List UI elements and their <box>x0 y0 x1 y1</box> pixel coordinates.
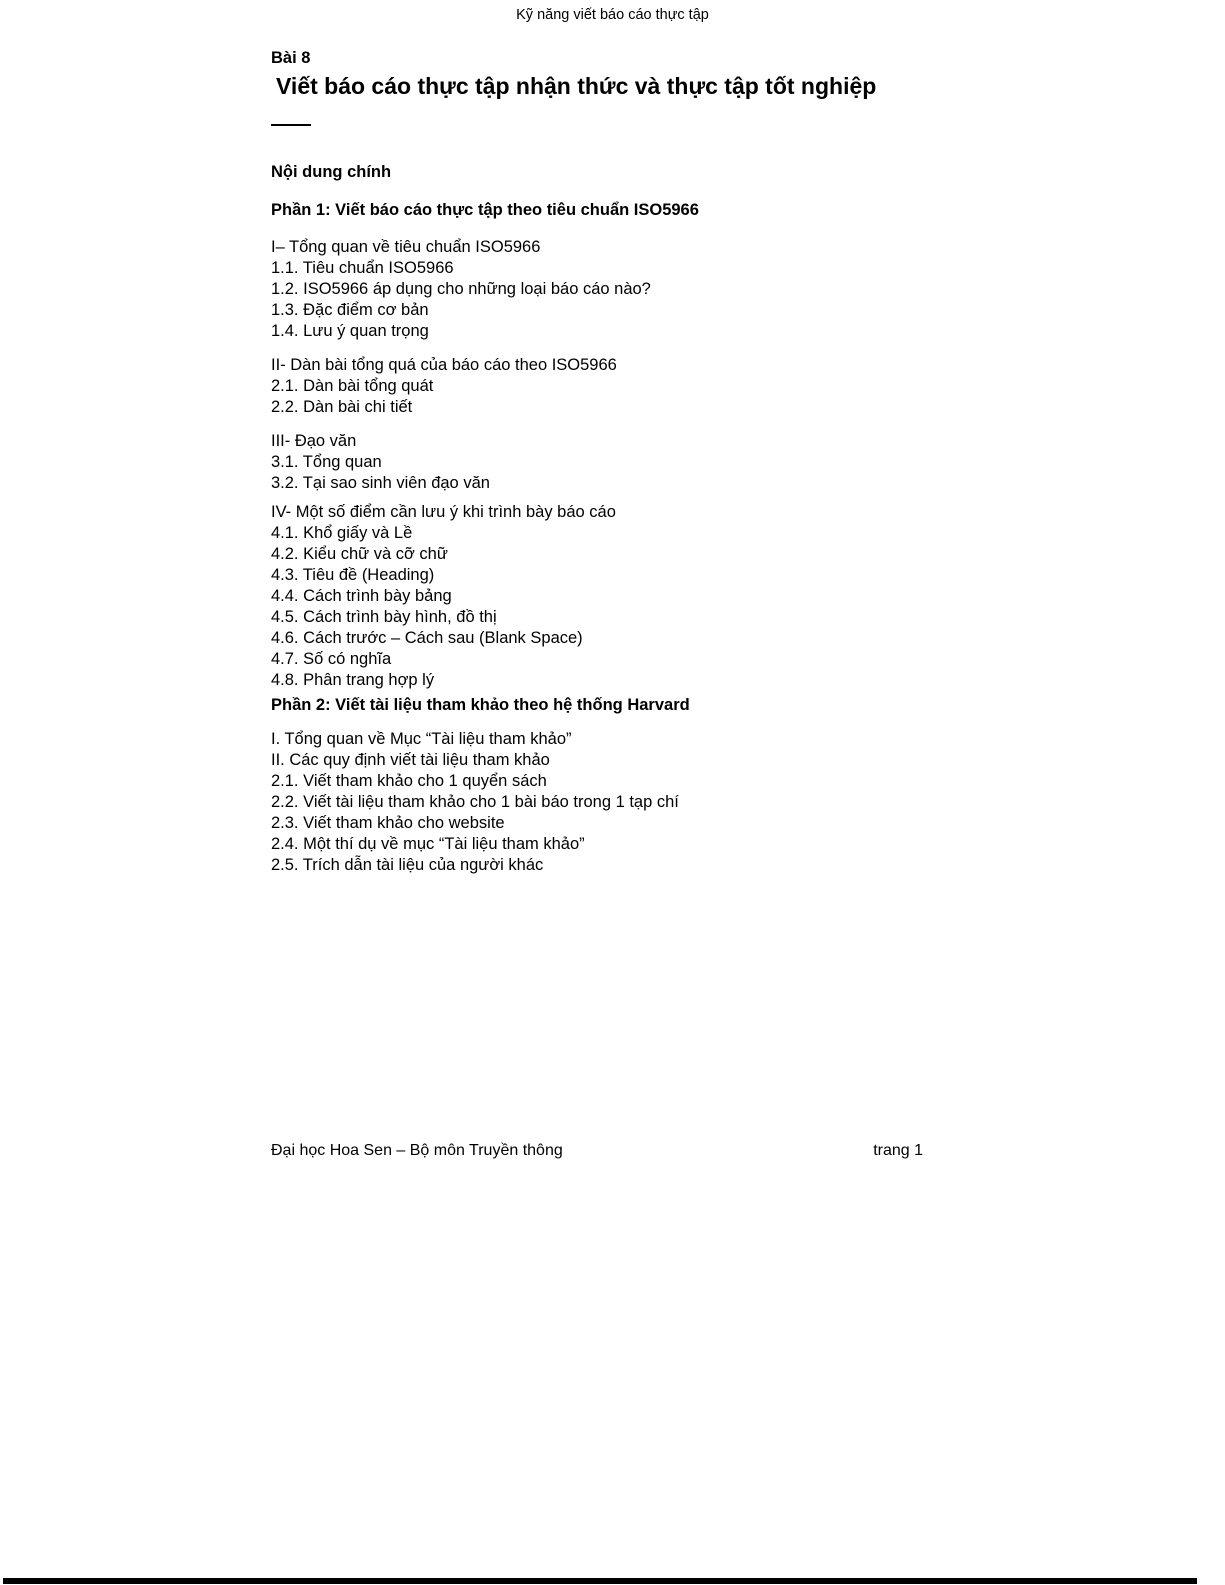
toc-line: I– Tổng quan về tiêu chuẩn ISO5966 <box>271 238 541 256</box>
toc-line: 2.3. Viết tham khảo cho website <box>271 814 505 832</box>
toc-line: 3.1. Tổng quan <box>271 453 382 471</box>
toc-group-iso-overview <box>271 237 951 342</box>
toc-line: 3.2. Tại sao sinh viên đạo văn <box>271 474 490 492</box>
toc-line: 2.5. Trích dẫn tài liệu của người khác <box>271 856 544 874</box>
toc-line: 4.2. Kiểu chữ và cỡ chữ <box>271 545 448 563</box>
toc-line: 4.1. Khổ giấy và Lề <box>271 524 413 542</box>
toc-line: 4.6. Cách trước – Cách sau (Blank Space) <box>271 629 583 647</box>
toc-line: 4.5. Cách trình bày hình, đồ thị <box>271 608 497 626</box>
page-content <box>271 48 951 876</box>
toc-line: 4.8. Phân trang hợp lý <box>271 671 435 689</box>
toc-line: 1.4. Lưu ý quan trọng <box>271 322 429 340</box>
toc-line: II. Các quy định viết tài liệu tham khảo <box>271 751 550 769</box>
lesson-label: Bài 8 <box>271 49 311 67</box>
title-underline <box>271 124 311 126</box>
toc-line: 1.3. Đặc điểm cơ bản <box>271 301 429 319</box>
toc-line: 2.4. Một thí dụ về mục “Tài liệu tham khảo” <box>271 835 585 853</box>
scan-edge-artifact <box>3 1578 1197 1584</box>
page-footer <box>271 1140 923 1161</box>
toc-line: 4.3. Tiêu đề (Heading) <box>271 566 435 584</box>
toc-line: 4.4. Cách trình bày bảng <box>271 587 452 605</box>
footer-department: Đại học Hoa Sen – Bộ môn Truyền thông <box>271 1142 563 1159</box>
toc-line: II- Dàn bài tổng quá của báo cáo theo ISO5966 <box>271 356 617 374</box>
page-title: Viết báo cáo thực tập nhận thức và thực tập tốt nghiệp <box>276 73 877 99</box>
toc-line: III- Đạo văn <box>271 432 357 450</box>
toc-group-references <box>271 729 951 876</box>
toc-group-plagiarism <box>271 431 951 494</box>
part1-heading: Phần 1: Viết báo cáo thực tập theo tiêu chuẩn ISO5966 <box>271 201 699 219</box>
toc-line: 1.2. ISO5966 áp dụng cho những loại báo cáo nào? <box>271 280 651 298</box>
toc-line: IV- Một số điểm cần lưu ý khi trình bày báo cáo <box>271 503 616 521</box>
toc-group-outline <box>271 355 951 418</box>
part2-heading: Phần 2: Viết tài liệu tham khảo theo hệ thống Harvard <box>271 696 690 714</box>
running-header: Kỹ năng viết báo cáo thực tập <box>516 7 709 23</box>
toc-line: 2.1. Viết tham khảo cho 1 quyển sách <box>271 772 547 790</box>
toc-line: 2.2. Dàn bài chi tiết <box>271 398 413 416</box>
toc-line: 4.7. Số có nghĩa <box>271 650 392 668</box>
toc-line: 2.2. Viết tài liệu tham khảo cho 1 bài báo trong 1 tạp chí <box>271 793 679 811</box>
toc-heading: Nội dung chính <box>271 163 392 181</box>
toc-line: I. Tổng quan về Mục “Tài liệu tham khảo” <box>271 730 572 748</box>
toc-line: 1.1. Tiêu chuẩn ISO5966 <box>271 259 454 277</box>
toc-line: 2.1. Dàn bài tổng quát <box>271 377 434 395</box>
footer-page-number: trang 1 <box>873 1142 923 1159</box>
toc-group-presentation <box>271 502 951 691</box>
